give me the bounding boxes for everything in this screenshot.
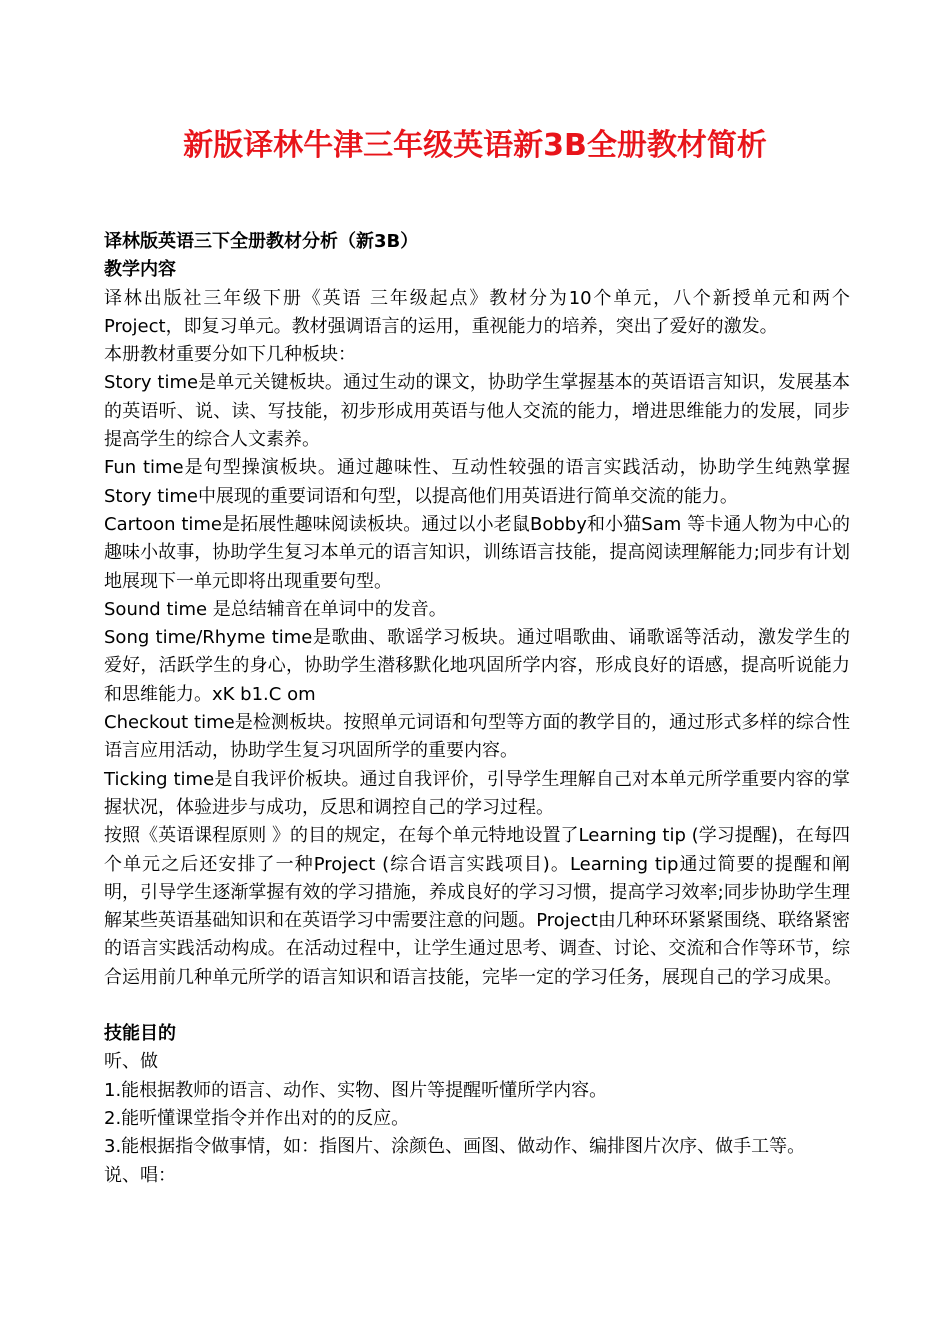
skill-line: 说、唱： <box>104 1164 176 1186</box>
paragraph-cartoon-time: Cartoon time是拓展性趣味阅读板块。通过以小老鼠Bobby和小猫Sam 等卡通人物为中心的趣味小故事，协助学生复习本单元的语言知识，训练语言技能，提高阅读理解能力;同步有计划地展现下一单元即将出现重要句型。 <box>104 513 850 592</box>
skill-line: 1.能根据教师的语言、动作、实物、图片等提醒听懂所学内容。 <box>104 1079 608 1101</box>
paragraph-checkout-time: Checkout time是检测板块。按照单元词语和句型等方面的教学目的，通过形式多样的综合性语言应用活动，协助学生复习巩固所学的重要内容。 <box>104 712 850 762</box>
document-title: 新版译林牛津三年级英语新3B全册教材简析 <box>183 128 767 163</box>
skill-line: 听、做 <box>104 1051 158 1073</box>
section-heading-teaching-content: 教学内容 <box>104 259 176 281</box>
paragraph-song-time: Song time/Rhyme time是歌曲、歌谣学习板块。通过唱歌曲、诵歌谣等活动，激发学生的爱好，活跃学生的身心，协助学生潜移默化地巩固所学内容，形成良好的语感，提高听说能力和思维能力。xK b1.C om <box>104 627 850 705</box>
paragraph-sound-time: Sound time 是总结辅音在单词中的发音。 <box>104 598 447 620</box>
section-heading-skill-goals: 技能目的 <box>104 1023 176 1045</box>
skill-line: 2.能听懂课堂指令并作出对的的反应。 <box>104 1107 410 1129</box>
paragraph-intro: 译林出版社三年级下册《英语 三年级起点》教材分为10个单元，八个新授单元和两个Project，即复习单元。教材强调语言的运用，重视能力的培养，突出了爱好的激发。 <box>104 287 850 337</box>
paragraph-ticking-time: Ticking time是自我评价板块。通过自我评价，引导学生理解自己对本单元所学重要内容的掌握状况，体验进步与成功，反思和调控自己的学习过程。 <box>104 768 850 818</box>
paragraph-modules-intro: 本册教材重要分如下几种板块： <box>104 344 356 366</box>
skill-line: 3.能根据指令做事情，如：指图片、涂颜色、画图、做动作、编排图片次序、做手工等。 <box>104 1136 806 1158</box>
document-body <box>104 228 850 1190</box>
paragraph-fun-time: Fun time是句型操演板块。通过趣味性、互动性较强的语言实践活动，协助学生纯熟掌握Story time中展现的重要词语和句型，以提高他们用英语进行简单交流的能力。 <box>104 457 850 507</box>
section-heading-analysis: 译林版英语三下全册教材分析（新3B） <box>104 231 419 252</box>
paragraph-learning-tip-project: 按照《英语课程原则 》的目的规定，在每个单元特地设置了Learning tip (学习提醒)，在每四个单元之后还安排了一种Project (综合语言实践项目)。Learning tip通过简要的提醒和阐明，引导学生逐渐掌握有效的学习措施，养成良好的学习习惯，提高学习效率;同步协助学生理解某些英语基础知识和在英语学习中需要注意的问题。Project由几种环环紧紧围绕、联络紧密的语言实践活动构成。在活动过程中，让学生通过思考、调查、讨论、交流和合作等环节，综合运用前几种单元所学的语言知识和语言技能，完毕一定的学习任务，展现自己的学习成果。 <box>104 825 850 988</box>
section-spacer <box>104 992 850 1020</box>
paragraph-story-time: Story time是单元关键板块。通过生动的课文，协助学生掌握基本的英语语言知识，发展基本的英语听、说、读、写技能，初步形成用英语与他人交流的能力，增进思维能力的发展，同步提高学生的综合人文素养。 <box>104 372 850 451</box>
